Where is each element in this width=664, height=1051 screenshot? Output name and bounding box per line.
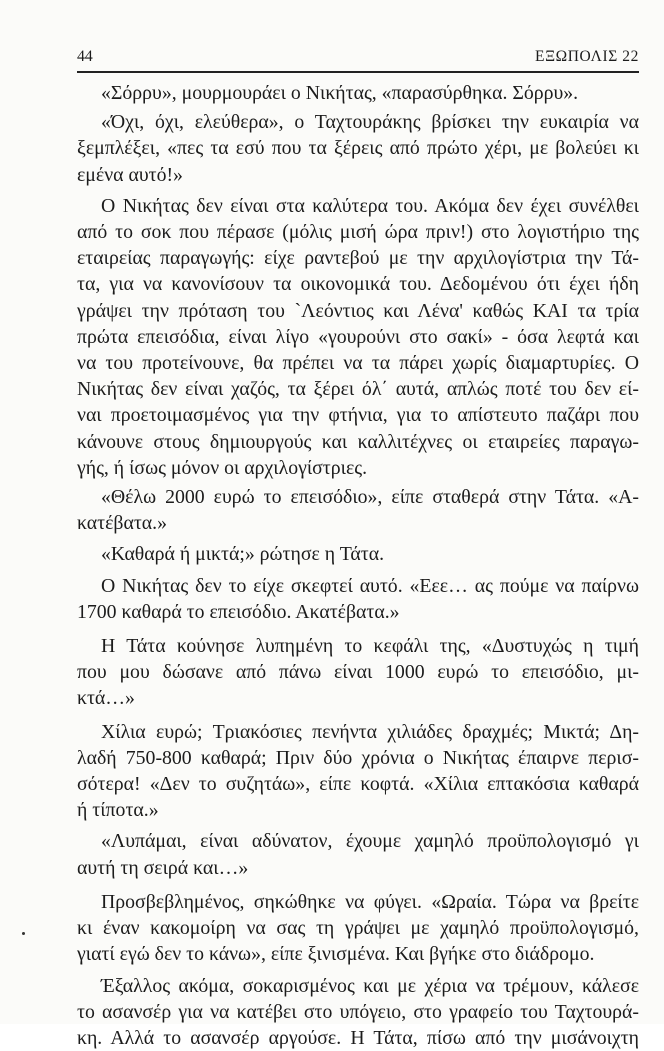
text-line: κάνουνε στους δημιουργούς και καλλιτέχνες οι εταιρείες παραγω- [77,429,639,455]
text-line: που μου δώσανε από πάνω είναι 1000 ευρώ το επεισόδιο, μι- [77,659,639,685]
text-line: «Όχι, όχι, ελεύθερα», ο Ταχτουράκης βρίσκει την ευκαιρία να [77,109,639,135]
text-line: ναι προετοιμασμένος για την φτήνια, για το απίστευτο παζάρι που [77,402,639,428]
paragraph [77,573,639,625]
print-speck [22,932,25,935]
text-line: ή τίποτα.» [77,797,639,823]
text-line: αυτή τη σειρά και…» [77,855,639,881]
text-line: από το σοκ που πέρασε (μόλις μισή ώρα πριν!) στο λογιστήριο της [77,219,639,245]
page-header [77,48,639,72]
text-line: «Θέλω 2000 ευρώ το επεισόδιο», είπε σταθερά στην Τάτα. «Α- [77,484,639,510]
header-rule [77,71,639,73]
paragraph [77,484,639,536]
text-line: σότερα! «Δεν το συζητάω», είπε κοφτά. «Χίλια επτακόσια καθαρά [77,771,639,797]
text-line: Ο Νικήτας δεν είναι στα καλύτερα του. Ακόμα δεν έχει συνέλθει [77,193,639,219]
paragraph [77,80,639,106]
text-line: κη. Αλλά το ασανσέρ αργούσε. Η Τάτα, πίσω από την μισάνοιχτη [77,1025,639,1051]
text-line: Νικήτας δεν είναι χαζός, τα ξέρει όλ΄ αυτά, απλώς ποτέ του δεν εί- [77,376,639,402]
text-line: Χίλια ευρώ; Τριακόσιες πενήντα χιλιάδες δραχμές; Μικτά; Δη- [77,719,639,745]
text-line: ξεμπλέξει, «πες τα εσύ που τα ξέρεις από πρώτο χέρι, με βολεύει κι [77,135,639,161]
text-line: Ο Νικήτας δεν το είχε σκεφτεί αυτό. «Εεε… ας πούμε να παίρνω [77,573,639,599]
text-line: Προσβεβλημένος, σηκώθηκε να φύγει. «Ωραία. Τώρα να βρείτε [77,889,639,915]
text-line: κι έναν κακομοίρη να σας τη γράψει με χαμηλό προϋπολογισμό, [77,915,639,941]
paragraph [77,541,639,567]
page-number: 44 [77,48,93,66]
paragraph [77,973,639,1051]
text-line: Η Τάτα κούνησε λυπημένη το κεφάλι της, «Δυστυχώς η τιμή [77,633,639,659]
running-title: ΕΞΩΠΟΛΙΣ 22 [535,48,639,66]
text-line: «Σόρρυ», μουρμουράει ο Νικήτας, «παρασύρθηκα. Σόρρυ». [77,80,639,106]
text-line: τα, για να κανονίσουν τα οικονομικά του. Δεδομένου ότι έχει ήδη [77,271,639,297]
text-line: να του προτείνουνε, θα πρέπει να τα πάρει χωρίς διαμαρτυρίες. Ο [77,350,639,376]
paragraph [77,828,639,880]
text-line: γιατί εγώ δεν το κάνω», είπε ξινισμένα. Και βγήκε στο διάδρομο. [77,941,639,967]
text-line: γής, ή ίσως μόνον οι αρχιλογίστριες. [77,455,639,481]
text-line: πρώτα επεισόδια, είναι λίγο «γουρούνι στο σακί» - όσα λεφτά και [77,324,639,350]
text-line: κτά…» [77,685,639,711]
text-line: λαδή 750-800 καθαρά; Πριν δύο χρόνια ο Νικήτας έπαιρνε περισ- [77,745,639,771]
body-text [77,80,639,1051]
text-line: εταιρείας παραγωγής: είχε ραντεβού με την αρχιλογίστρια την Τά- [77,245,639,271]
paragraph [77,889,639,968]
text-line: κατέβατα.» [77,510,639,536]
paragraph [77,719,639,824]
text-line: 1700 καθαρά το επεισόδιο. Ακατέβατα.» [77,599,639,625]
paragraph [77,193,639,481]
text-line: το ασανσέρ για να κατέβει στο υπόγειο, στο γραφείο του Ταχτουρά- [77,999,639,1025]
text-line: γράψει την πρόταση του `Λεόντιος και Λένα' καθώς ΚΑΙ τα τρία [77,298,639,324]
text-line: «Λυπάμαι, είναι αδύνατον, έχουμε χαμηλό προϋπολογισμό γι [77,828,639,854]
paragraph [77,633,639,712]
text-line: «Καθαρά ή μικτά;» ρώτησε η Τάτα. [77,541,639,567]
text-line: εμένα αυτό!» [77,162,639,188]
text-line: Έξαλλος ακόμα, σοκαρισμένος και με χέρια να τρέμουν, κάλεσε [77,973,639,999]
paragraph [77,109,639,188]
